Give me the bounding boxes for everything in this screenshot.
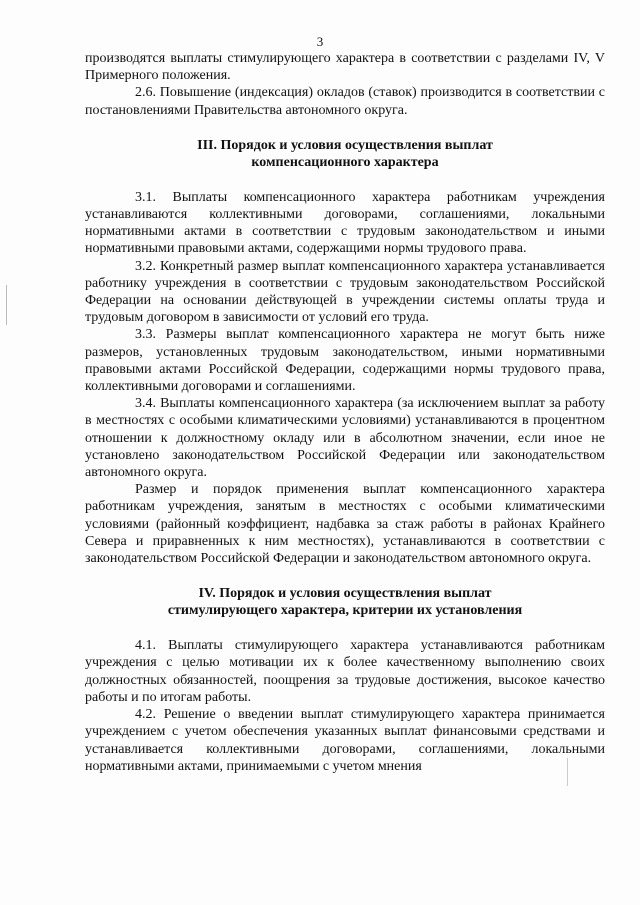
paragraph-2-6: 2.6. Повышение (индексация) окладов (ставок) производится в соответствии с постановлениями Правительства автономного округа. xyxy=(85,85,605,118)
section-3-heading-line-1: III. Порядок и условия осуществления выплат xyxy=(197,137,493,153)
paragraph-3-4-continued: Размер и порядок применения выплат компенсационного характера работникам учреждения, занятым в местностях с особыми климатическими условиями (районный коэффициент, надбавка за стаж работы в районах Крайнего Севера и приравненных к ним местностях), устанавливаются в соответствии с законодательством Российской Федерации и законодательством автономного округа. xyxy=(85,482,605,567)
section-3-heading-line-2: компенсационного характера xyxy=(251,154,439,170)
scan-artifact-right xyxy=(567,758,568,786)
scan-artifact-left xyxy=(6,285,7,325)
section-4-heading-line-2: стимулирующего характера, критерии их установления xyxy=(167,603,523,619)
paragraph-3-2: 3.2. Конкретный размер выплат компенсационного характера устанавливается работнику учреждения в соответствии с трудовым законодательством Российской Федерации на основании действующей в учреждении системы оплаты труда и трудовым договором в зависимости от условий его труда. xyxy=(85,258,605,326)
section-4-heading xyxy=(85,585,605,619)
section-4-heading-line-1: IV. Порядок и условия осуществления выплат xyxy=(198,586,492,602)
paragraph-4-1: 4.1. Выплаты стимулирующего характера устанавливаются работникам учреждения с целью мотивации их к более качественному выполнению своих должностных обязанностей, поощрения за трудовые достижения, высокое качество работы и по итогам работы. xyxy=(85,638,605,705)
paragraph-3-1: 3.1. Выплаты компенсационного характера работникам учреждения устанавливаются коллективными договорами, соглашениями, локальными нормативными актами в соответствии с трудовым законодательством и иными нормативными правовыми актами, содержащими нормы трудового права. xyxy=(85,189,605,257)
section-3-heading xyxy=(85,137,605,171)
paragraph-3-4: 3.4. Выплаты компенсационного характера (за исключением выплат за работу в местностях с особыми климатическими условиями) устанавливаются в процентном отношении к должностному окладу или в абсолютном значении, если иное не установлено законодательством Российской Федерации или законодательством автономного округа. xyxy=(85,396,605,481)
paragraph-3-3: 3.3. Размеры выплат компенсационного характера не могут быть ниже размеров, установленных трудовым законодательством, иными нормативными правовыми актами Российской Федерации, содержащими нормы трудового права, коллективными договорами и соглашениями. xyxy=(85,327,605,395)
paragraph-4-2: 4.2. Решение о введении выплат стимулирующего характера принимается учреждением с учетом обеспечения указанных выплат финансовыми средствами и устанавливается коллективными договорами, соглашениями, локальными нормативными актами, принимаемыми с учетом мнения xyxy=(85,707,605,774)
page-number: 3 xyxy=(316,34,324,49)
document-body xyxy=(85,50,605,775)
intro-paragraph-continued: производятся выплаты стимулирующего характера в соответствии с разделами IV, V Примерного положения. xyxy=(85,51,605,84)
